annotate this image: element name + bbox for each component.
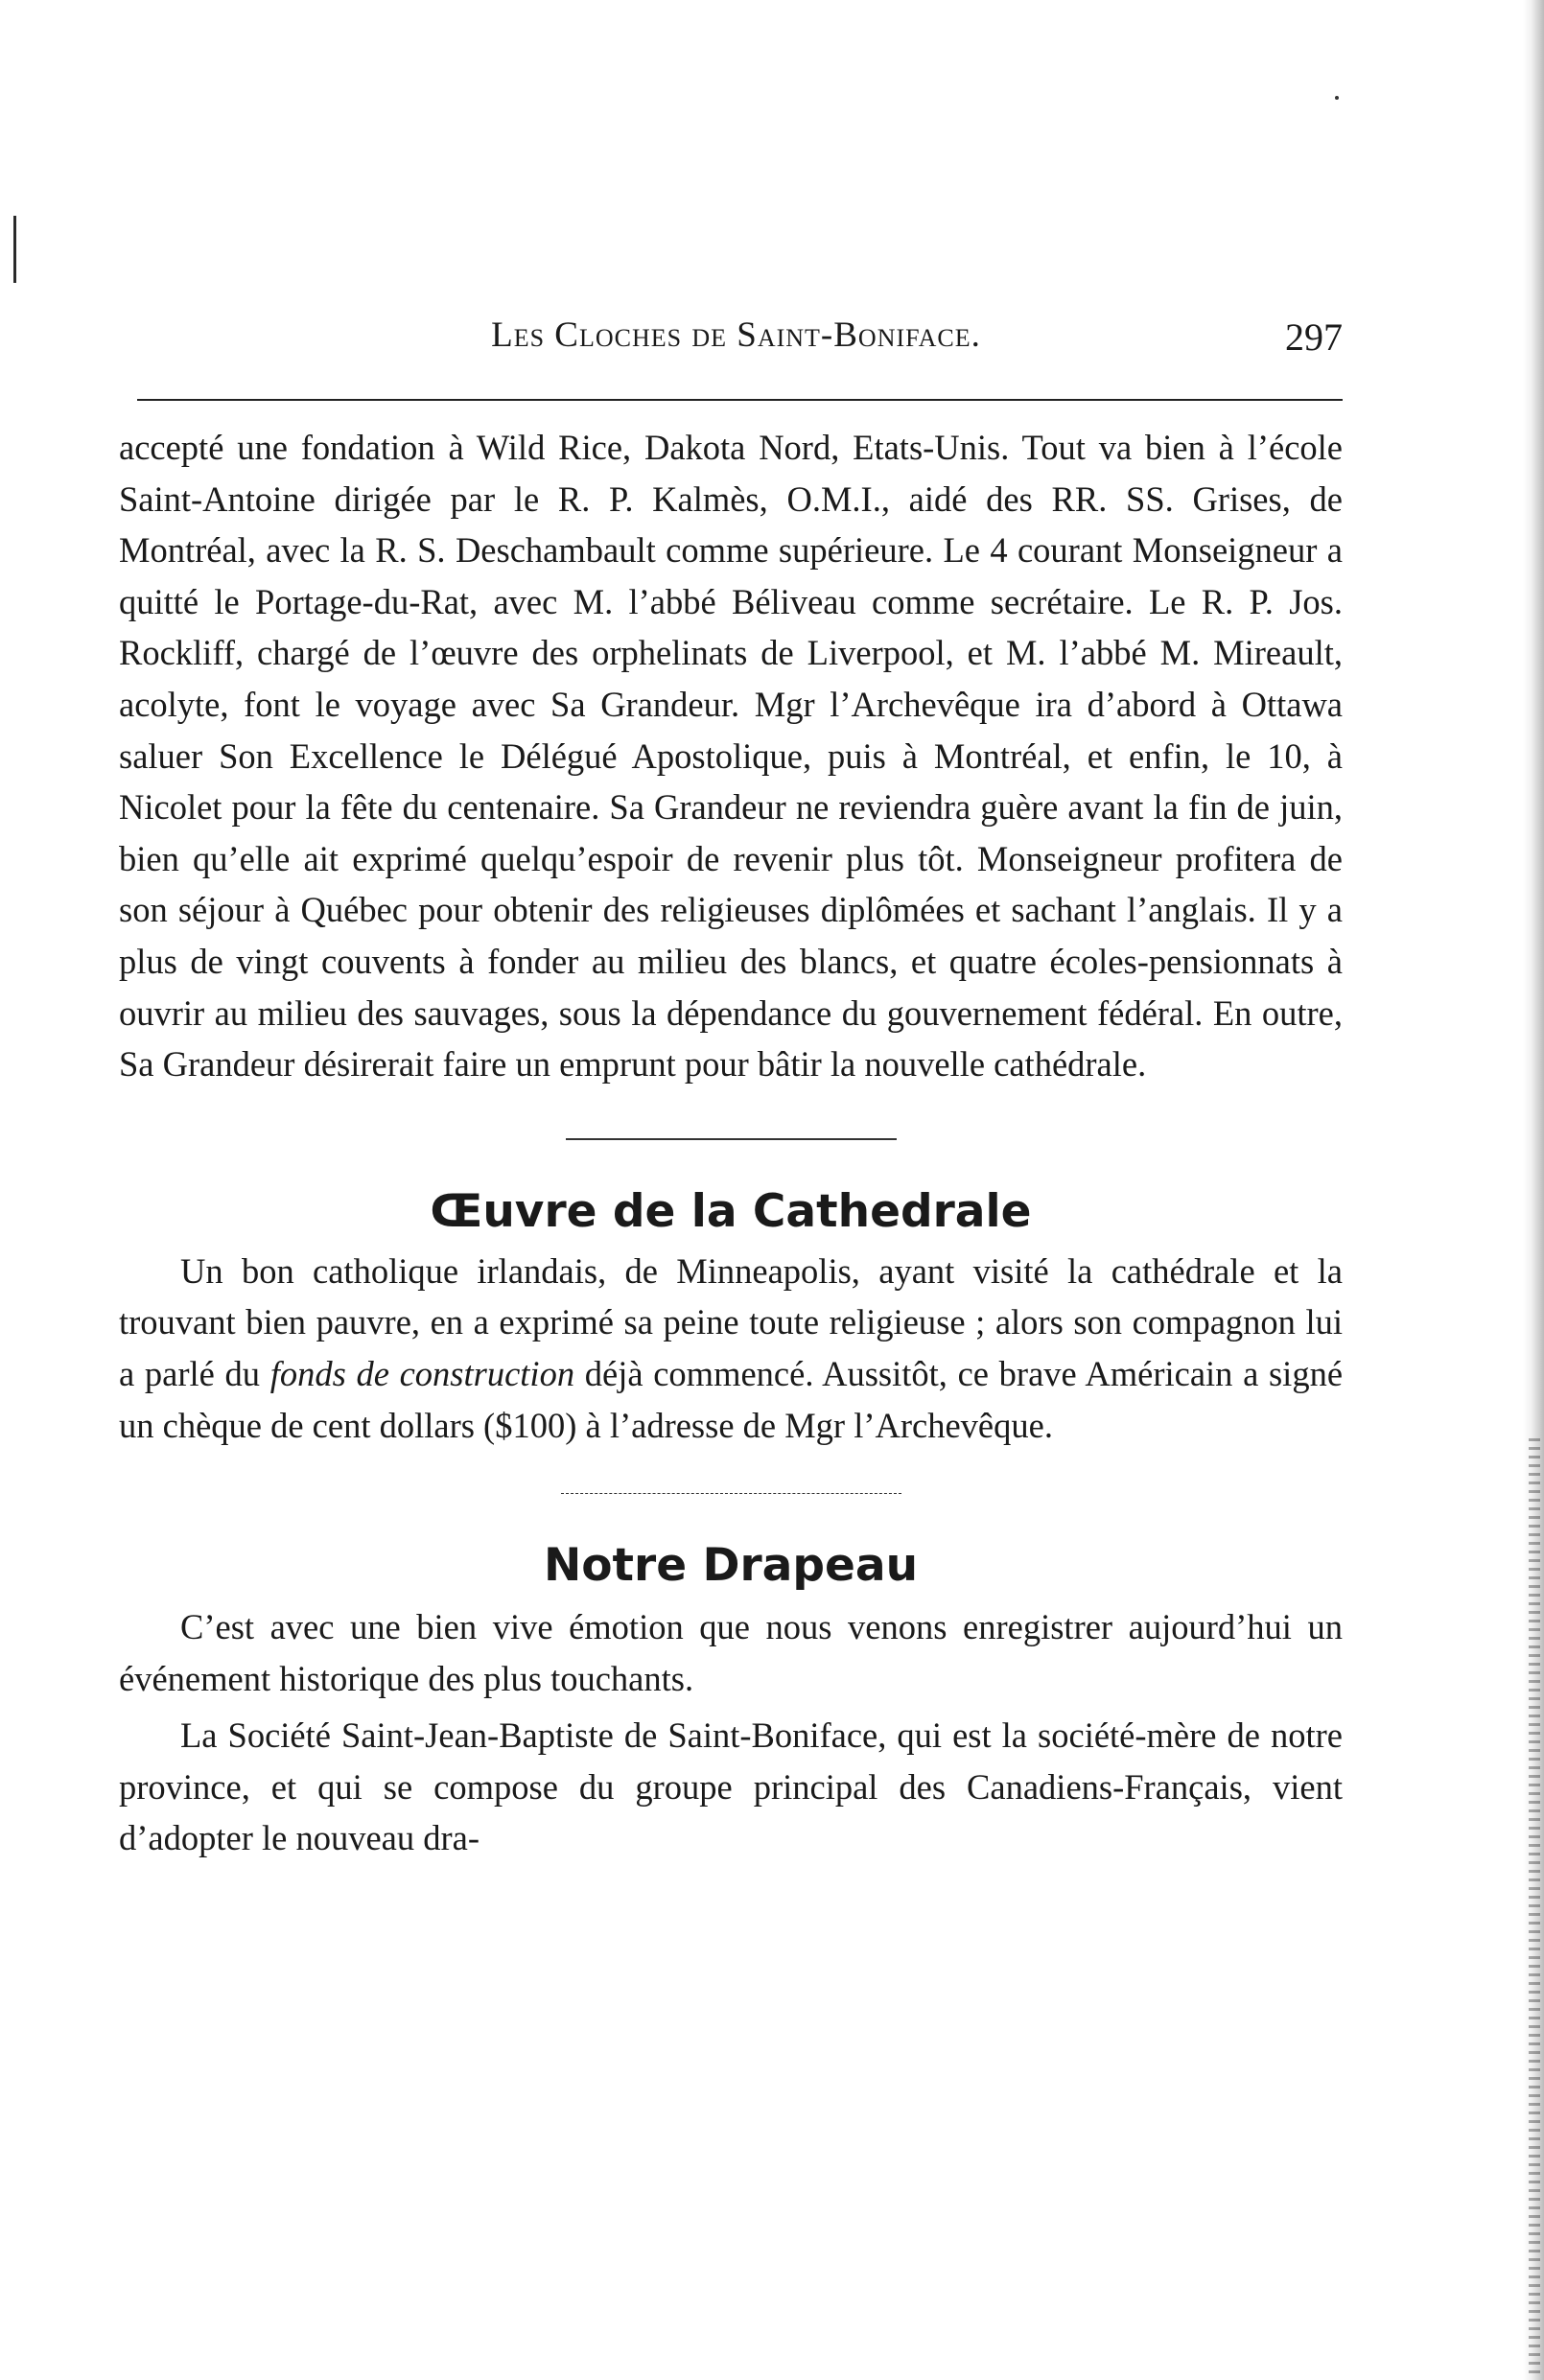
section-heading-cathedrale: Œuvre de la Cathedrale [430, 1184, 1032, 1238]
section-divider [566, 1138, 897, 1140]
section-heading-drapeau: Notre Drapeau [543, 1539, 919, 1593]
body-text [119, 422, 1343, 1864]
paragraph-continued: accepté une fondation à Wild Rice, Dakota Nord, Etats-Unis. Tout va bien à l’école Saint-Antoine dirigée par le R. P. Kalmès, O.M.I., aidé des RR. SS. Grises, de Montréal, avec la R. S. Deschambault comme supérieure. Le 4 courant Monseigneur a quitté le Portage-du-Rat, avec M. l’abbé Béliveau comme secrétaire. Le R. P. Jos. Rockliff, chargé de l’œuvre des orphelinats de Liverpool, et M. l’abbé M. Mireault, acolyte, font le voyage avec Sa Grandeur. Mgr l’Archevêque ira d’abord à Ottawa saluer Son Excellence le Délégué Apostolique, puis à Montréal, et enfin, le 10, à Nicolet pour la fête du centenaire. Sa Grandeur ne reviendra guère avant la fin de juin, bien qu’elle ait exprimé quelqu’espoir de revenir plus tôt. Monseigneur profitera de son séjour à Québec pour obtenir des religieuses diplômées et sachant l’anglais. Il y a plus de vingt couvents à fonder au milieu des blancs, et quatre écoles-pensionnats à ouvrir au milieu des sauvages, sous la dépendance du gouvernement fédéral. En outre, Sa Grandeur désirerait faire un emprunt pour bâtir la nouvelle cathédrale. [119, 428, 1343, 1085]
page-number: 297 [1285, 315, 1343, 359]
running-title: Les Cloches de Saint-Boniface. [491, 315, 981, 355]
binding-gutter-noise [1529, 1438, 1540, 2378]
section-divider [561, 1493, 901, 1494]
paragraph-cathedrale-text-a: Un bon catholique irlandais, de Minneapolis, ayant visité la cathédrale et la trouvant bien pauvre, en a exprimé sa peine toute religieuse ; alors son compagnon lui a parlé du [119, 1250, 1343, 1393]
margin-mark [13, 216, 16, 283]
paragraph-drapeau-2: La Société Saint-Jean-Baptiste de Saint-Boniface, qui est la société-mère de notre province, et qui se compose du groupe principal des Canadiens-Français, vient d’adopter le nouveau dra- [119, 1715, 1343, 1858]
speck [1335, 96, 1339, 100]
paragraph-cathedrale-italic: fonds de construction [269, 1353, 575, 1393]
header-rule [137, 399, 1343, 401]
paragraph-drapeau-1: C’est avec une bien vive émotion que nous venons enregistrer aujourd’hui un événement historique des plus touchants. [119, 1607, 1343, 1698]
paragraph-cathedrale-text-b: déjà commencé. Aussitôt, ce brave Américain a signé un chèque de cent dollars ($100) à l’adresse de Mgr l’Archevêque. [119, 1353, 1344, 1445]
paragraph-cathedrale [119, 1246, 1343, 1451]
running-header [129, 315, 1343, 364]
